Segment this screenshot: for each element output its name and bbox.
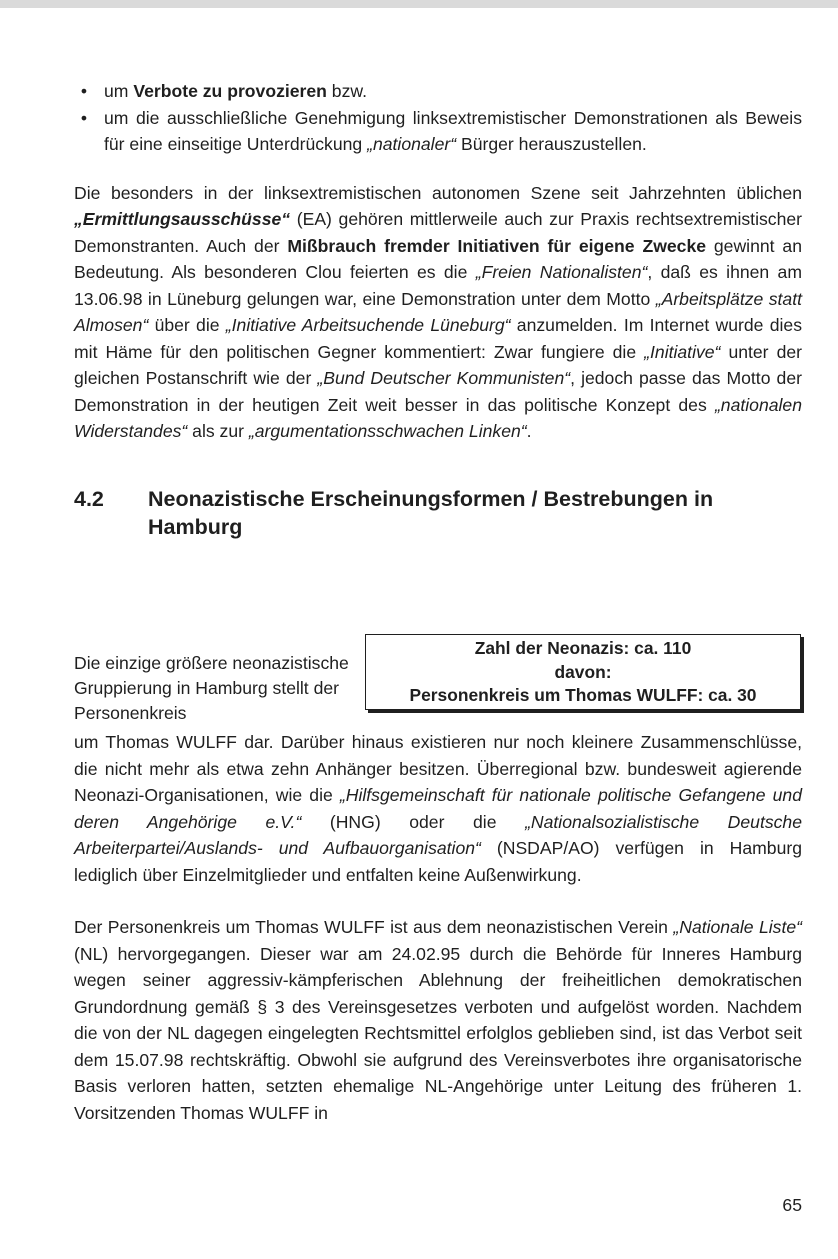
bullet-item: • um Verbote zu provozieren bzw. xyxy=(74,78,802,105)
bullet-dot-icon: • xyxy=(80,81,88,101)
page-body xyxy=(74,78,802,541)
scan-top-edge xyxy=(0,0,838,8)
statistics-box xyxy=(365,634,801,710)
stat-total: Zahl der Neonazis: ca. 110 xyxy=(474,638,692,658)
page-number: 65 xyxy=(782,1195,802,1215)
bullet-list xyxy=(74,78,802,158)
paragraph-intro: Die einzige größere neonazistische Gruppierung in Hamburg stellt der Personenkreis xyxy=(74,653,349,723)
bullet-dot-icon: • xyxy=(80,107,88,128)
stat-label: davon: xyxy=(554,661,612,682)
section-title: Neonazistische Erscheinungsformen / Bestrebungen in Hamburg xyxy=(148,486,714,539)
paragraph-neonazi-groups: um Thomas WULFF dar. Darüber hinaus existieren nur noch kleinere Zusammenschlüsse, die nicht mehr als etwa zehn Anhänger besitzen. Überregional bzw. bundesweit agierende Neonazi-Organisationen, wie die „Hilfsgemeinschaft für nationale politische Gefangene und deren Angehörige e.V.“ (HNG) oder die „Nationalsozialistische Deutsche Arbeiterpartei/Auslands- und Aufbauorganisation“ (NSDAP/AO) verfügen in Hamburg lediglich über Einzelmitglieder und entfalten keine Außenwirkung. xyxy=(74,732,803,885)
continued-text xyxy=(74,729,802,1126)
paragraph-nationale-liste: Der Personenkreis um Thomas WULFF ist aus dem neonazistischen Verein „Nationale Liste“ (NL) hervorgegangen. Dieser war am 24.02.95 durch die Behörde für Inneres Hamburg wegen seiner aggressiv-kämpferischen Ablehnung der freiheitlichen demokratischen Grundordnung gemäß § 3 des Vereinsgesetzes verboten und aufgelöst worden. Nachdem die von der NL dagegen eingelegten Rechtsmittel erfolglos geblieben sind, ist das Verbot seit dem 15.07.98 rechtskräftig. Obwohl sie aufgrund des Vereinsverbotes ihre organisatorische Basis verloren hatten, setzten ehemalige NL-Angehörige unter Leitung des früheren 1. Vorsitzenden Thomas WULFF in xyxy=(74,917,802,1123)
section-heading xyxy=(74,485,802,541)
section-number: 4.2 xyxy=(74,486,104,511)
paragraph-ermittlungsausschuesse: Die besonders in der linksextremistischen autonomen Szene seit Jahrzehnten üblichen „Ermittlungsausschüsse“ (EA) gehören mittlerweile auch zur Praxis rechtsextremistischer Demonstranten. Auch der Mißbrauch fremder Initiativen für eigene Zwecke gewinnt an Bedeutung. Als besonderen Clou feierten es die „Freien Nationalisten“, daß es ihnen am 13.06.98 in Lüneburg gelungen war, eine Demonstration unter dem Motto „Arbeitsplätze statt Almosen“ über die „Initiative Arbeitsuchende Lüneburg“ anzumelden. Im Internet wurde dies mit Häme für den politischen Gegner kommentiert: Zwar fungiere die „Initiative“ unter der gleichen Postanschrift wie der „Bund Deutscher Kommunisten“, jedoch passe das Motto der Demonstration in der heutigen Zeit weit besser in das politische Konzept des „nationalen Widerstandes“ als zur „argumentationsschwachen Linken“. xyxy=(74,182,802,441)
stat-wulff: Personenkreis um Thomas WULFF: ca. 30 xyxy=(409,685,757,705)
bullet-item: • um die ausschließliche Genehmigung linksextremistischer Demonstrationen als Beweis für eine einseitige Unterdrückung „nationaler“ Bürger herauszustellen. xyxy=(74,105,802,158)
